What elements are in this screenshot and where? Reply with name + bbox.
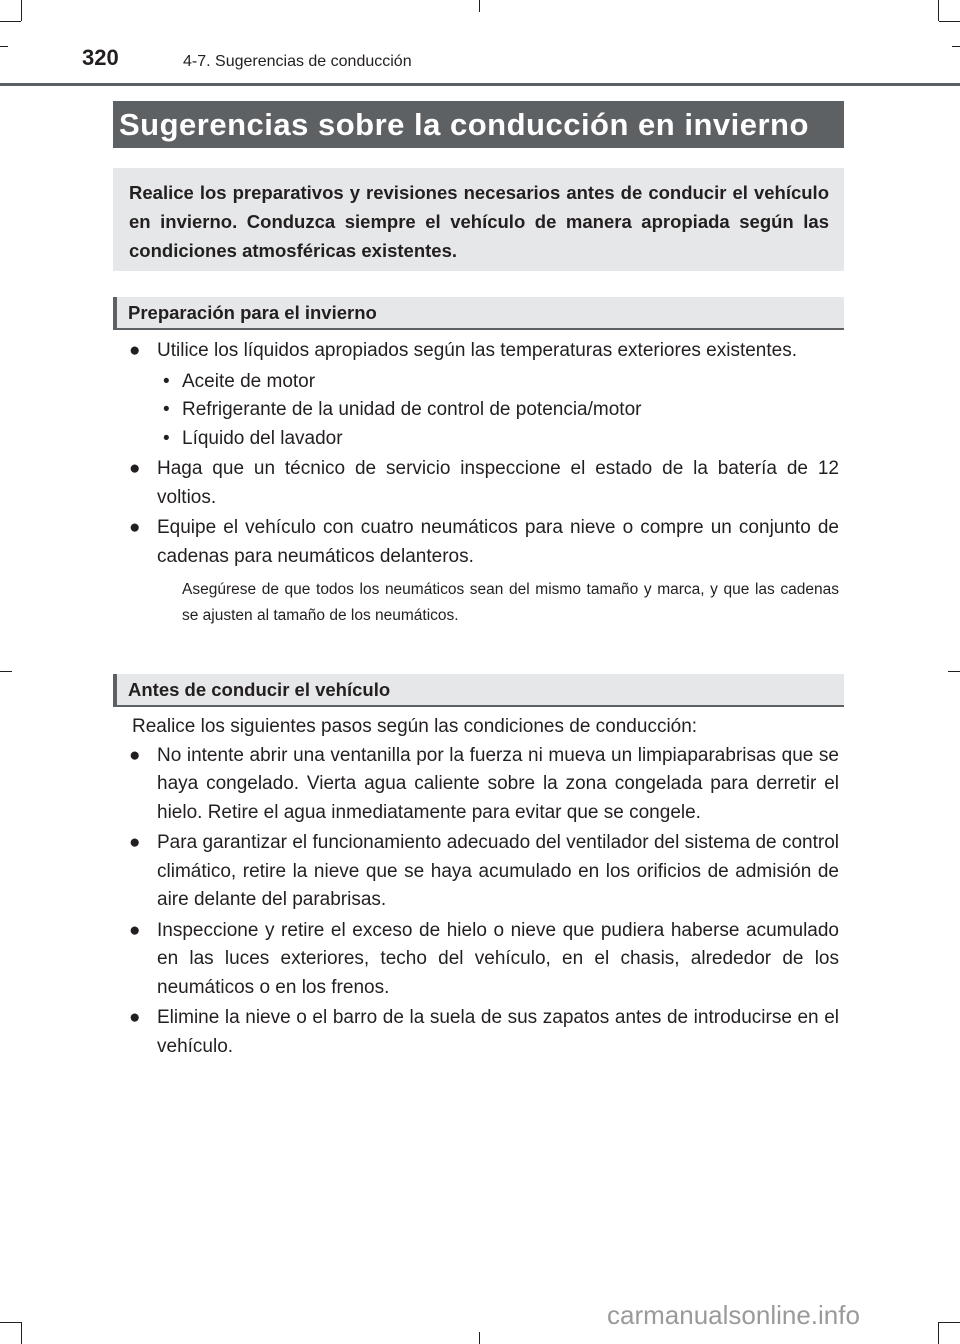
crop-mark <box>0 21 21 22</box>
sub-list-item-text: Refrigerante de la unidad de control de potencia/motor <box>182 399 642 420</box>
bullet-icon: ● <box>129 744 141 766</box>
section-content-before-driving <box>127 713 839 1063</box>
list-item <box>127 742 839 828</box>
list-item-text: Equipe el vehículo con cuatro neumáticos para nieve o compre un conjunto de cadenas para neumáticos delanteros. <box>157 517 839 567</box>
list-item <box>127 514 839 571</box>
note-text: Asegúrese de que todos los neumáticos sean del mismo tamaño y marca, y que las cadenas se ajusten al tamaño de los neumáticos. <box>182 581 839 624</box>
crop-mark <box>938 0 939 21</box>
list-item-text: Inspeccione y retire el exceso de hielo o nieve que pudiera haberse acumulado en las luces exteriores, techo del vehículo, en el chasis, alrededor de los neumáticos o en los frenos. <box>157 919 839 998</box>
crop-mark <box>0 1322 21 1323</box>
watermark: carmanualsonline.info <box>607 1300 860 1330</box>
sub-list-item <box>127 368 839 397</box>
sub-list-item-text: Líquido del lavador <box>182 427 343 449</box>
crop-mark <box>21 0 22 21</box>
crop-mark <box>939 1322 960 1323</box>
crop-mark <box>948 671 960 672</box>
bullet-icon: ● <box>129 517 141 538</box>
bullet-icon: ● <box>129 340 141 361</box>
crop-mark <box>479 1332 480 1344</box>
heading-bar <box>113 674 117 705</box>
bullet-icon: ● <box>129 919 141 941</box>
crop-mark <box>21 1322 22 1344</box>
header-rule <box>0 83 960 86</box>
list-item <box>127 829 839 915</box>
crop-mark <box>0 46 8 47</box>
sub-bullet-icon: • <box>163 427 170 449</box>
section-heading-preparation <box>113 297 844 330</box>
section-lead-text: Realice los siguientes pasos según las condiciones de conducción: <box>132 716 698 737</box>
bullet-icon: ● <box>129 832 141 853</box>
page-title: Sugerencias sobre la conducción en invierno <box>113 101 844 148</box>
list-item <box>127 917 839 1003</box>
crop-mark <box>0 671 12 672</box>
intro-box <box>113 168 844 271</box>
list-item <box>127 1004 839 1061</box>
list-item-text: Utilice los líquidos apropiados según las temperaturas exteriores existentes. <box>157 340 797 361</box>
section-content-preparation <box>127 337 839 629</box>
bullet-icon: ● <box>129 458 141 479</box>
running-head: 4-7. Sugerencias de conducción <box>183 53 412 70</box>
sub-list-item-text: Aceite de motor <box>182 370 316 392</box>
page-number: 320 <box>82 45 119 70</box>
list-item-text: Haga que un técnico de servicio inspeccione el estado de la batería de 12 voltios. <box>157 458 839 508</box>
list-item <box>127 455 839 512</box>
crop-mark <box>479 0 480 12</box>
bullet-icon: ● <box>129 1007 141 1028</box>
list-item-text: Para garantizar el funcionamiento adecuado del ventilador del sistema de control climático, retire la nieve que se haya acumulado en los orificios de admisión de aire delante del parabrisas. <box>157 832 839 910</box>
list-item-text: Elimine la nieve o el barro de la suela de sus zapatos antes de introducirse en el vehículo. <box>157 1007 839 1057</box>
crop-mark <box>939 21 960 22</box>
sub-list-item <box>127 425 839 454</box>
list-item <box>127 337 839 366</box>
heading-bar <box>113 297 117 328</box>
list-item-text: No intente abrir una ventanilla por la fuerza ni mueva un limpiaparabrisas que se haya congelado. Vierta agua caliente sobre la zona congelada para derretir el hielo. Retire el agua inmediatamente para evitar que se congele. <box>157 744 839 823</box>
sub-bullet-icon: • <box>163 370 170 392</box>
section-heading-text: Preparación para el invierno <box>128 301 377 323</box>
sub-list-item <box>127 396 839 425</box>
sub-bullet-icon: • <box>163 399 170 420</box>
section-heading-text: Antes de conducir el vehículo <box>128 678 391 700</box>
crop-mark <box>952 46 960 47</box>
crop-mark <box>938 1322 939 1344</box>
intro-text: Realice los preparativos y revisiones necesarios antes de conducir el vehículo en invierno. Conduzca siempre el vehículo de manera apropiada según las condiciones atmosféricas existentes. <box>129 182 829 261</box>
section-heading-before-driving <box>113 674 844 707</box>
